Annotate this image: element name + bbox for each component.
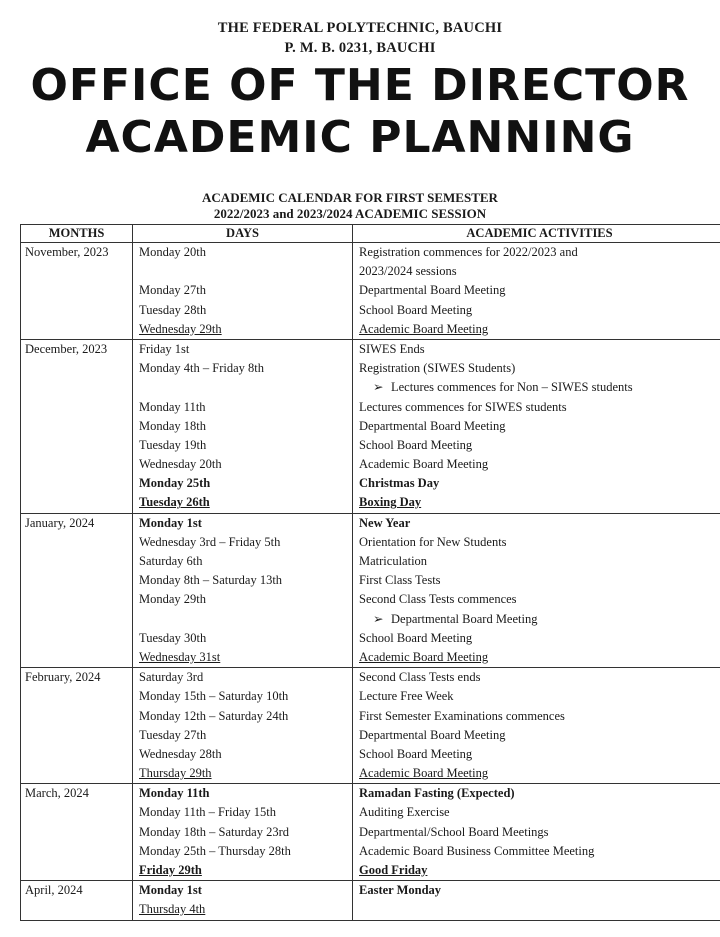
activity-entry: Good Friday (359, 863, 428, 877)
day-entry: Tuesday 30th (139, 630, 207, 645)
day-entry: Monday 11th (139, 399, 206, 414)
activity-entry: Orientation for New Students (359, 534, 507, 549)
activity-entry: SIWES Ends (359, 341, 425, 356)
month-cell: January, 2024 (21, 513, 133, 668)
table-row (21, 243, 720, 340)
day-entry (139, 610, 346, 629)
day-entry: Monday 11th (139, 786, 210, 801)
day-entry: Monday 25th – Thursday 28th (139, 843, 291, 858)
days-cell (133, 668, 353, 784)
table-row (21, 881, 720, 920)
day-entry: Wednesday 20th (139, 457, 222, 472)
day-entry: Tuesday 26th (139, 495, 210, 510)
day-entry: Wednesday 31st (139, 649, 221, 664)
day-entry: Monday 12th – Saturday 24th (139, 708, 289, 723)
arrow-bullet-icon: ➢ (373, 611, 384, 626)
calendar-title: ACADEMIC CALENDAR FOR FIRST SEMESTER (202, 190, 498, 205)
activity-entry: Matriculation (359, 554, 428, 568)
days-cell (133, 784, 353, 881)
activity-entry: Departmental Board Meeting (359, 727, 506, 742)
activity-text: Lectures commences for Non – SIWES students (391, 380, 633, 395)
day-entry: Monday 18th (139, 418, 207, 433)
day-entry: Saturday 3rd (139, 670, 204, 685)
day-entry: Friday 1st (139, 341, 190, 356)
column-header-activities: ACADEMIC ACTIVITIES (353, 225, 720, 243)
activity-entry: Academic Board Meeting (359, 321, 489, 336)
column-header-months: MONTHS (21, 225, 133, 243)
activity-entry: Lectures commences for SIWES students (359, 399, 567, 414)
activity-entry: Lecture Free Week (359, 689, 454, 704)
activity-entry (359, 378, 720, 397)
activity-entry: Ramadan Fasting (Expected) (359, 786, 515, 801)
activities-cell (353, 339, 720, 513)
day-entry (139, 262, 346, 281)
column-header-days: DAYS (133, 225, 353, 243)
table-header-row (21, 225, 720, 243)
day-entry: Saturday 6th (139, 554, 203, 568)
month-cell: March, 2024 (21, 784, 133, 881)
activities-cell (353, 881, 720, 920)
days-cell (133, 513, 353, 668)
day-entry: Monday 29th (139, 592, 207, 607)
days-cell (133, 339, 353, 513)
days-cell (133, 243, 353, 340)
day-entry: Monday 1st (139, 515, 202, 530)
table-row (21, 513, 720, 668)
day-entry: Tuesday 27th (139, 727, 207, 742)
academic-calendar-table (20, 224, 720, 921)
day-entry: Monday 18th – Saturday 23rd (139, 824, 289, 839)
activity-entry: First Class Tests (359, 573, 441, 588)
month-cell: November, 2023 (21, 243, 133, 340)
days-cell (133, 881, 353, 920)
month-cell: December, 2023 (21, 339, 133, 513)
day-entry: Monday 27th (139, 283, 207, 298)
activity-entry (359, 610, 720, 629)
day-entry: Monday 1st (139, 883, 202, 898)
activity-entry: Academic Board Meeting (359, 766, 489, 781)
activity-entry: School Board Meeting (359, 437, 473, 452)
office-heading-line2: ACADEMIC PLANNING (85, 112, 635, 163)
table-row (21, 784, 720, 881)
table-row (21, 339, 720, 513)
activity-entry: Registration (SIWES Students) (359, 361, 516, 376)
activity-entry: School Board Meeting (359, 630, 473, 645)
day-entry: Wednesday 29th (139, 321, 222, 336)
calendar-subtitle: 2022/2023 and 2023/2024 ACADEMIC SESSION (213, 206, 487, 221)
activity-entry: 2023/2024 sessions (359, 264, 457, 279)
month-cell: February, 2024 (21, 668, 133, 784)
activity-entry: Second Class Tests ends (359, 670, 481, 685)
day-entry: Thursday 29th (139, 766, 212, 781)
day-entry: Monday 8th – Saturday 13th (139, 573, 283, 588)
day-entry (139, 378, 346, 397)
activity-entry: Academic Board Meeting (359, 649, 489, 664)
activity-entry: Departmental/School Board Meetings (359, 824, 549, 839)
month-cell: April, 2024 (21, 881, 133, 920)
activity-entry: Departmental Board Meeting (359, 283, 506, 298)
day-entry: Friday 29th (139, 863, 202, 877)
day-entry: Wednesday 28th (139, 746, 222, 761)
day-entry: Monday 20th (139, 245, 207, 259)
arrow-bullet-icon: ➢ (373, 380, 384, 395)
activities-cell (353, 243, 720, 340)
table-row (21, 668, 720, 784)
institution-name: THE FEDERAL POLYTECHNIC, BAUCHI (217, 20, 503, 36)
day-entry: Monday 25th (139, 476, 211, 491)
activity-entry: Departmental Board Meeting (359, 418, 506, 433)
day-entry: Tuesday 28th (139, 302, 207, 317)
activities-cell (353, 513, 720, 668)
activity-entry: Easter Monday (359, 883, 442, 898)
activity-entry: Auditing Exercise (359, 805, 450, 820)
activity-entry: Christmas Day (359, 476, 440, 491)
activity-entry: New Year (359, 515, 411, 530)
activity-entry: School Board Meeting (359, 746, 473, 761)
activities-cell (353, 784, 720, 881)
day-entry: Wednesday 3rd – Friday 5th (139, 534, 281, 549)
activity-entry: Registration commences for 2022/2023 and (359, 245, 578, 259)
day-entry: Monday 11th – Friday 15th (139, 805, 277, 820)
day-entry: Monday 4th – Friday 8th (139, 361, 264, 376)
activity-entry: School Board Meeting (359, 302, 473, 317)
activities-cell (353, 668, 720, 784)
activity-entry: Second Class Tests commences (359, 592, 517, 607)
institution-address: P. M. B. 0231, BAUCHI (284, 40, 436, 56)
office-heading-line1: OFFICE OF THE DIRECTOR (30, 60, 690, 111)
activity-text: Departmental Board Meeting (391, 611, 538, 626)
activity-entry: Academic Board Business Committee Meeting (359, 843, 595, 858)
activity-entry: Boxing Day (359, 495, 422, 510)
activity-entry: Academic Board Meeting (359, 457, 489, 472)
day-entry: Thursday 4th (139, 902, 206, 917)
day-entry: Monday 15th – Saturday 10th (139, 689, 289, 704)
activity-entry: First Semester Examinations commences (359, 708, 565, 723)
activity-entry (359, 900, 720, 919)
day-entry: Tuesday 19th (139, 437, 207, 452)
